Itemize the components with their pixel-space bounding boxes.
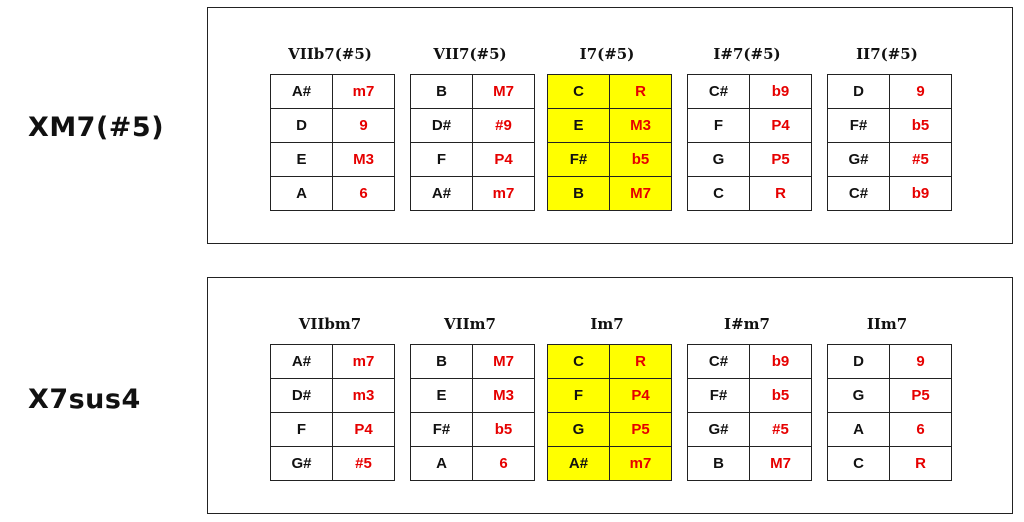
interval-cell: P5: [750, 143, 812, 177]
interval-cell: 6: [890, 413, 952, 447]
note-cell: G: [688, 143, 750, 177]
note-cell: G: [548, 413, 610, 447]
chord-row: [688, 109, 812, 143]
chord-table: [687, 344, 812, 481]
chord-row: [411, 143, 535, 177]
chord-table: [410, 74, 535, 211]
note-cell: C: [828, 447, 890, 481]
note-cell: F: [548, 379, 610, 413]
chord-row: [411, 345, 535, 379]
chord-table: [827, 344, 952, 481]
note-cell: E: [548, 109, 610, 143]
interval-cell: M3: [610, 109, 672, 143]
note-cell: C#: [828, 177, 890, 211]
interval-cell: M7: [473, 345, 535, 379]
chord-title: Im7: [590, 315, 624, 333]
chord-row: [548, 379, 672, 413]
chord-row: [548, 447, 672, 481]
interval-cell: m7: [473, 177, 535, 211]
interval-cell: #5: [890, 143, 952, 177]
chord-row: [411, 75, 535, 109]
note-cell: G: [828, 379, 890, 413]
note-cell: B: [411, 75, 473, 109]
note-cell: A#: [271, 75, 333, 109]
note-cell: A: [411, 447, 473, 481]
interval-cell: P4: [473, 143, 535, 177]
chord-title: VIIm7: [444, 315, 496, 333]
note-cell: F: [688, 109, 750, 143]
chord-row: [411, 379, 535, 413]
interval-cell: b5: [473, 413, 535, 447]
chord-row: [688, 177, 812, 211]
interval-cell: b9: [750, 345, 812, 379]
interval-cell: b5: [610, 143, 672, 177]
interval-cell: M3: [473, 379, 535, 413]
interval-cell: m7: [333, 75, 395, 109]
chord-row: [828, 75, 952, 109]
chord-row: [548, 75, 672, 109]
note-cell: G#: [688, 413, 750, 447]
chord-title: VII7(#5): [433, 45, 507, 63]
note-cell: C: [688, 177, 750, 211]
interval-cell: M3: [333, 143, 395, 177]
note-cell: B: [411, 345, 473, 379]
interval-cell: m7: [610, 447, 672, 481]
chord-title: II7(#5): [856, 45, 918, 63]
chord-row: [828, 447, 952, 481]
chord-row: [271, 413, 395, 447]
note-cell: F#: [828, 109, 890, 143]
interval-cell: 6: [473, 447, 535, 481]
chord-row: [828, 413, 952, 447]
interval-cell: #5: [750, 413, 812, 447]
interval-cell: b5: [890, 109, 952, 143]
chord-row: [271, 345, 395, 379]
chord-row: [411, 413, 535, 447]
chord-title: IIm7: [866, 315, 908, 333]
note-cell: D#: [411, 109, 473, 143]
note-cell: D: [828, 345, 890, 379]
interval-cell: b9: [890, 177, 952, 211]
note-cell: C#: [688, 75, 750, 109]
chord-title: I#m7: [724, 315, 770, 333]
note-cell: E: [271, 143, 333, 177]
chord-table: [410, 344, 535, 481]
chord-row: [411, 109, 535, 143]
note-cell: A: [828, 413, 890, 447]
chord-table: [270, 344, 395, 481]
interval-cell: #5: [333, 447, 395, 481]
chord-row: [548, 143, 672, 177]
chord-table: [270, 74, 395, 211]
chord-row: [411, 177, 535, 211]
note-cell: G#: [271, 447, 333, 481]
interval-cell: P5: [890, 379, 952, 413]
chord-row: [828, 109, 952, 143]
note-cell: D: [828, 75, 890, 109]
chord-title: I7(#5): [579, 45, 635, 63]
note-cell: B: [688, 447, 750, 481]
chord-row: [688, 143, 812, 177]
chord-row: [271, 177, 395, 211]
chord-row: [828, 379, 952, 413]
note-cell: D: [271, 109, 333, 143]
chord-row: [688, 75, 812, 109]
note-cell: B: [548, 177, 610, 211]
interval-cell: 6: [333, 177, 395, 211]
note-cell: C: [548, 75, 610, 109]
interval-cell: m3: [333, 379, 395, 413]
chord-title: VIIb7(#5): [288, 45, 372, 63]
interval-cell: R: [610, 75, 672, 109]
chord-row: [271, 75, 395, 109]
interval-cell: R: [890, 447, 952, 481]
chord-row: [688, 379, 812, 413]
note-cell: A#: [548, 447, 610, 481]
chord-row: [548, 109, 672, 143]
note-cell: D#: [271, 379, 333, 413]
interval-cell: P4: [333, 413, 395, 447]
interval-cell: m7: [333, 345, 395, 379]
chord-row: [828, 143, 952, 177]
interval-cell: M7: [473, 75, 535, 109]
note-cell: F#: [411, 413, 473, 447]
note-cell: F: [411, 143, 473, 177]
chord-row: [688, 447, 812, 481]
chord-table: [827, 74, 952, 211]
chord-row: [548, 413, 672, 447]
chord-row: [271, 447, 395, 481]
note-cell: G#: [828, 143, 890, 177]
interval-cell: 9: [333, 109, 395, 143]
interval-cell: b5: [750, 379, 812, 413]
chord-row: [411, 447, 535, 481]
note-cell: C: [548, 345, 610, 379]
note-cell: A#: [271, 345, 333, 379]
note-cell: A#: [411, 177, 473, 211]
interval-cell: 9: [890, 345, 952, 379]
chord-row: [688, 413, 812, 447]
chord-row: [828, 345, 952, 379]
section-label: XM7(#5): [28, 112, 165, 143]
chord-table: [687, 74, 812, 211]
section-label: X7sus4: [28, 384, 141, 415]
interval-cell: R: [610, 345, 672, 379]
interval-cell: M7: [610, 177, 672, 211]
chord-title: I#7(#5): [713, 45, 781, 63]
chord-table: [547, 74, 672, 211]
chord-row: [548, 177, 672, 211]
interval-cell: 9: [890, 75, 952, 109]
note-cell: E: [411, 379, 473, 413]
note-cell: A: [271, 177, 333, 211]
interval-cell: #9: [473, 109, 535, 143]
interval-cell: P4: [750, 109, 812, 143]
chord-row: [271, 379, 395, 413]
interval-cell: R: [750, 177, 812, 211]
interval-cell: P4: [610, 379, 672, 413]
chord-row: [271, 143, 395, 177]
chord-table: [547, 344, 672, 481]
chord-row: [828, 177, 952, 211]
interval-cell: M7: [750, 447, 812, 481]
chord-title: VIIbm7: [298, 315, 362, 333]
interval-cell: P5: [610, 413, 672, 447]
chord-row: [548, 345, 672, 379]
note-cell: F: [271, 413, 333, 447]
interval-cell: b9: [750, 75, 812, 109]
chord-row: [688, 345, 812, 379]
note-cell: C#: [688, 345, 750, 379]
chord-row: [271, 109, 395, 143]
note-cell: F#: [688, 379, 750, 413]
note-cell: F#: [548, 143, 610, 177]
